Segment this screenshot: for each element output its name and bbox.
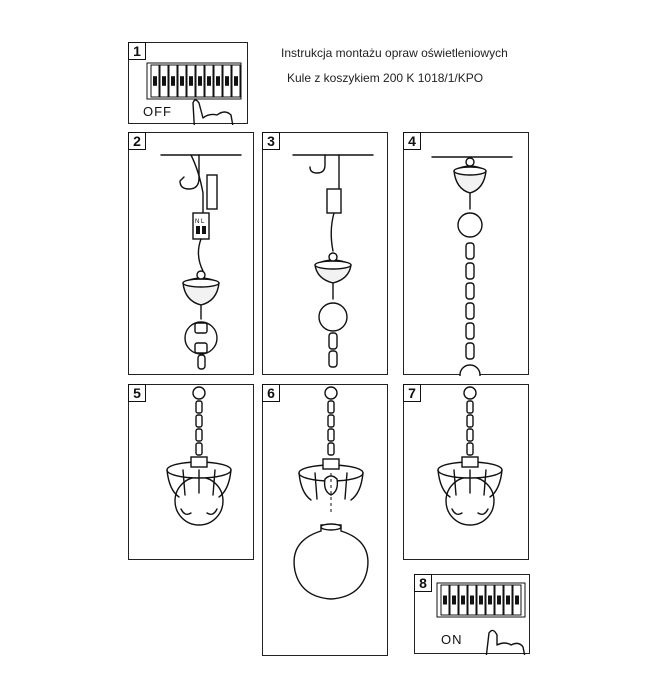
chain-icon <box>466 243 474 359</box>
step-1-panel <box>128 42 248 124</box>
step-6-panel <box>262 384 388 656</box>
svg-text:N L: N L <box>195 219 205 225</box>
step-number: 5 <box>128 384 146 402</box>
step-3-panel <box>262 132 388 375</box>
ceiling-hook-icon <box>310 155 325 173</box>
connector-block-icon <box>193 213 209 239</box>
breaker-switch-icon <box>415 575 531 655</box>
globe-icon <box>294 525 368 599</box>
step-number: 3 <box>262 132 280 150</box>
hand-icon <box>193 100 235 125</box>
step-number: 2 <box>128 132 146 150</box>
step-2-panel <box>128 132 254 375</box>
step-number: 4 <box>403 132 421 150</box>
step-number: 6 <box>262 384 280 402</box>
instruction-title: Instrukcja montażu opraw oświetleniowych <box>281 46 508 60</box>
ceiling-hook-icon <box>180 155 199 189</box>
step-8-panel <box>414 574 530 654</box>
hand-icon <box>485 630 527 655</box>
chain-icon <box>329 333 337 349</box>
step-5-panel <box>128 384 254 560</box>
step-number: 7 <box>403 384 421 402</box>
product-subtitle: Kule z koszykiem 200 K 1018/1/KPO <box>287 71 484 85</box>
step-4-panel <box>403 132 529 375</box>
on-label: ON <box>441 632 463 647</box>
step-7-panel <box>403 384 529 560</box>
step-number: 8 <box>414 574 432 592</box>
chain-icon <box>198 355 205 369</box>
step-number: 1 <box>128 42 146 60</box>
chain-icon <box>196 401 202 455</box>
chain-icon <box>467 401 473 455</box>
chain-icon <box>328 401 334 455</box>
off-label: OFF <box>143 104 172 119</box>
